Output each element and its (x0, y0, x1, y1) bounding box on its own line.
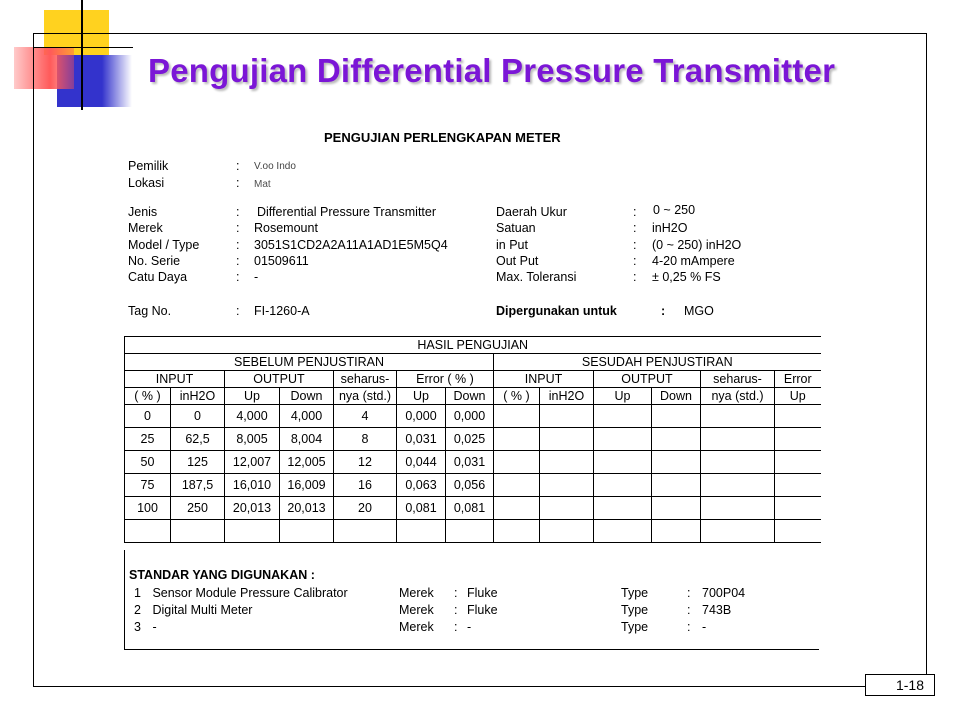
owner-value: V.oo Indo (254, 161, 296, 172)
sub-up-after: Up (594, 388, 652, 405)
empty-cell (494, 474, 540, 497)
standard-item (134, 603, 252, 617)
field-value: 01509611 (254, 254, 309, 268)
brand-sep: : (454, 620, 458, 634)
cell: 8 (334, 428, 397, 451)
table-bottom-rule (124, 649, 819, 650)
sub-error-up: Up (397, 388, 446, 405)
empty-cell (701, 405, 775, 428)
standard-type (621, 603, 732, 617)
empty-cell (701, 474, 775, 497)
sub-error-up-after: Up (775, 388, 821, 405)
empty-cell (652, 451, 701, 474)
standard-no: 1 (134, 586, 141, 600)
empty-cell (775, 474, 821, 497)
type-sep: : (687, 620, 691, 634)
usage-label: Dipergunakan untuk (496, 304, 617, 318)
type-value: - (702, 620, 707, 634)
cell: 20,013 (280, 497, 334, 520)
field-value: - (254, 270, 259, 284)
location-sep: : (236, 176, 240, 190)
field-sep: : (633, 254, 637, 268)
brand-value: - (467, 620, 472, 634)
empty-cell (652, 520, 701, 543)
results-table (124, 336, 821, 543)
standard-brand (399, 620, 472, 634)
cell: 0 (171, 405, 225, 428)
brand-sep: : (454, 603, 458, 617)
empty-cell (652, 405, 701, 428)
empty-cell (494, 451, 540, 474)
empty-cell (701, 451, 775, 474)
usage-sep: : (661, 304, 666, 318)
sub-error-down: Down (446, 388, 494, 405)
empty-cell (594, 428, 652, 451)
document-heading: PENGUJIAN PERLENGKAPAN METER (324, 130, 561, 145)
table-title-row (125, 337, 821, 354)
empty-cell (494, 428, 540, 451)
table-row (125, 474, 821, 497)
brand-sep: : (454, 586, 458, 600)
owner-sep: : (236, 159, 240, 173)
cell: 16,010 (225, 474, 280, 497)
standards-title: STANDAR YANG DIGUNAKAN : (129, 568, 315, 582)
empty-cell (652, 497, 701, 520)
cell: 75 (125, 474, 171, 497)
empty-cell (225, 520, 280, 543)
standard-type (621, 620, 707, 634)
cell: 20 (334, 497, 397, 520)
field-value: ± 0,25 % FS (652, 270, 721, 284)
empty-cell (652, 474, 701, 497)
cell: 250 (171, 497, 225, 520)
field-label: No. Serie (128, 254, 181, 268)
type-label: Type (621, 603, 649, 617)
empty-cell (446, 520, 494, 543)
empty-cell (701, 520, 775, 543)
cell: 12,005 (280, 451, 334, 474)
brand-label: Merek (399, 603, 434, 617)
sub-should-after: nya (std.) (701, 388, 775, 405)
slide-title: Pengujian Differential Pressure Transmitter (148, 52, 836, 89)
cell: 20,013 (225, 497, 280, 520)
brand-label: Merek (399, 620, 434, 634)
standard-no: 3 (134, 620, 141, 634)
field-label: Model / Type (128, 238, 200, 252)
empty-cell (171, 520, 225, 543)
table-row (125, 428, 821, 451)
cell: 4,000 (225, 405, 280, 428)
empty-cell (540, 428, 594, 451)
empty-cell (540, 497, 594, 520)
brand-label: Merek (399, 586, 434, 600)
field-sep: : (236, 254, 240, 268)
type-sep: : (687, 586, 691, 600)
group-error-after: Error (775, 371, 821, 388)
cell: 12 (334, 451, 397, 474)
field-sep: : (633, 238, 637, 252)
brand-value: Fluke (467, 603, 498, 617)
standard-type (621, 586, 746, 600)
group-input-after: INPUT (494, 371, 594, 388)
type-value: 743B (702, 603, 732, 617)
table-phase-row (125, 354, 821, 371)
sub-pct: ( % ) (125, 388, 171, 405)
empty-cell (494, 405, 540, 428)
type-sep: : (687, 603, 691, 617)
cell: 8,004 (280, 428, 334, 451)
empty-cell (775, 428, 821, 451)
empty-cell (594, 474, 652, 497)
cell: 0,000 (446, 405, 494, 428)
field-value: 4-20 mAmpere (652, 254, 735, 268)
sub-pct-after: ( % ) (494, 388, 540, 405)
field-sep: : (236, 238, 240, 252)
cell: 8,005 (225, 428, 280, 451)
group-output: OUTPUT (225, 371, 334, 388)
field-value: 3051S1CD2A2A11A1AD1E5M5Q4 (254, 238, 448, 252)
sub-inh2o: inH2O (171, 388, 225, 405)
cell: 0,063 (397, 474, 446, 497)
sub-down: Down (280, 388, 334, 405)
empty-cell (397, 520, 446, 543)
group-should: seharus- (334, 371, 397, 388)
after-adjust-header: SESUDAH PENJUSTIRAN (494, 354, 821, 371)
field-value: (0 ~ 250) inH2O (652, 238, 742, 252)
type-value: 700P04 (702, 586, 746, 600)
field-label: Catu Daya (128, 270, 188, 284)
cell: 4,000 (280, 405, 334, 428)
standard-no: 2 (134, 603, 141, 617)
field-value: 0 ~ 250 (653, 203, 696, 217)
table-row (125, 451, 821, 474)
cell: 0,031 (397, 428, 446, 451)
table-row (125, 497, 821, 520)
cell: 100 (125, 497, 171, 520)
empty-cell (775, 451, 821, 474)
field-sep: : (236, 270, 240, 284)
field-sep: : (236, 221, 240, 235)
standard-name: Sensor Module Pressure Calibrator (152, 586, 348, 600)
cell: 0,031 (446, 451, 494, 474)
field-value: inH2O (652, 221, 688, 235)
empty-cell (652, 428, 701, 451)
empty-cell (540, 474, 594, 497)
empty-cell (540, 520, 594, 543)
location-value: Mat (254, 179, 271, 190)
field-value: Differential Pressure Transmitter (257, 205, 436, 219)
group-input: INPUT (125, 371, 225, 388)
location-label: Lokasi (128, 176, 165, 190)
empty-cell (701, 428, 775, 451)
field-label: Jenis (128, 205, 158, 219)
sub-should: nya (std.) (334, 388, 397, 405)
group-should-after: seharus- (701, 371, 775, 388)
table-left-rule (124, 550, 125, 650)
cell: 12,007 (225, 451, 280, 474)
standard-brand (399, 603, 498, 617)
field-label: Satuan (496, 221, 536, 235)
brand-value: Fluke (467, 586, 498, 600)
table-row (125, 405, 821, 428)
slide-number: 1-18 (865, 674, 935, 696)
cell: 0,081 (446, 497, 494, 520)
tag-value: FI-1260-A (254, 304, 310, 318)
empty-cell (594, 451, 652, 474)
empty-cell (494, 497, 540, 520)
empty-cell (775, 405, 821, 428)
standard-item (134, 620, 157, 634)
type-label: Type (621, 586, 649, 600)
field-sep: : (633, 221, 637, 235)
empty-cell (540, 451, 594, 474)
cell: 50 (125, 451, 171, 474)
cell: 16 (334, 474, 397, 497)
cell: 0,044 (397, 451, 446, 474)
type-label: Type (621, 620, 649, 634)
field-value: Rosemount (254, 221, 318, 235)
before-adjust-header: SEBELUM PENJUSTIRAN (125, 354, 494, 371)
table-group-row (125, 371, 821, 388)
empty-cell (494, 520, 540, 543)
cell: 4 (334, 405, 397, 428)
field-sep: : (633, 205, 637, 219)
empty-cell (775, 497, 821, 520)
empty-cell (775, 520, 821, 543)
field-label: in Put (496, 238, 528, 252)
cell: 125 (171, 451, 225, 474)
field-label: Daerah Ukur (496, 205, 567, 219)
cell: 62,5 (171, 428, 225, 451)
standard-name: - (152, 620, 157, 634)
field-label: Merek (128, 221, 163, 235)
cell: 0,000 (397, 405, 446, 428)
group-output-after: OUTPUT (594, 371, 701, 388)
standard-name: Digital Multi Meter (152, 603, 253, 617)
cell: 187,5 (171, 474, 225, 497)
table-row-empty (125, 520, 821, 543)
group-error: Error ( % ) (397, 371, 494, 388)
field-label: Out Put (496, 254, 539, 268)
cell: 0,056 (446, 474, 494, 497)
empty-cell (594, 405, 652, 428)
field-label: Max. Toleransi (496, 270, 577, 284)
empty-cell (594, 520, 652, 543)
tag-sep: : (236, 304, 240, 318)
sub-down-after: Down (652, 388, 701, 405)
empty-cell (540, 405, 594, 428)
empty-cell (125, 520, 171, 543)
cell: 0,081 (397, 497, 446, 520)
sub-up: Up (225, 388, 280, 405)
empty-cell (334, 520, 397, 543)
empty-cell (701, 497, 775, 520)
table-sub-row (125, 388, 821, 405)
cell: 0 (125, 405, 171, 428)
empty-cell (280, 520, 334, 543)
owner-label: Pemilik (128, 159, 169, 173)
tag-label: Tag No. (128, 304, 172, 318)
field-sep: : (633, 270, 637, 284)
sub-inh2o-after: inH2O (540, 388, 594, 405)
standard-item (134, 586, 348, 600)
table-title: HASIL PENGUJIAN (125, 337, 821, 354)
usage-value: MGO (684, 304, 714, 318)
cell: 0,025 (446, 428, 494, 451)
cell: 25 (125, 428, 171, 451)
field-sep: : (236, 205, 240, 219)
empty-cell (594, 497, 652, 520)
standard-brand (399, 586, 498, 600)
cell: 16,009 (280, 474, 334, 497)
